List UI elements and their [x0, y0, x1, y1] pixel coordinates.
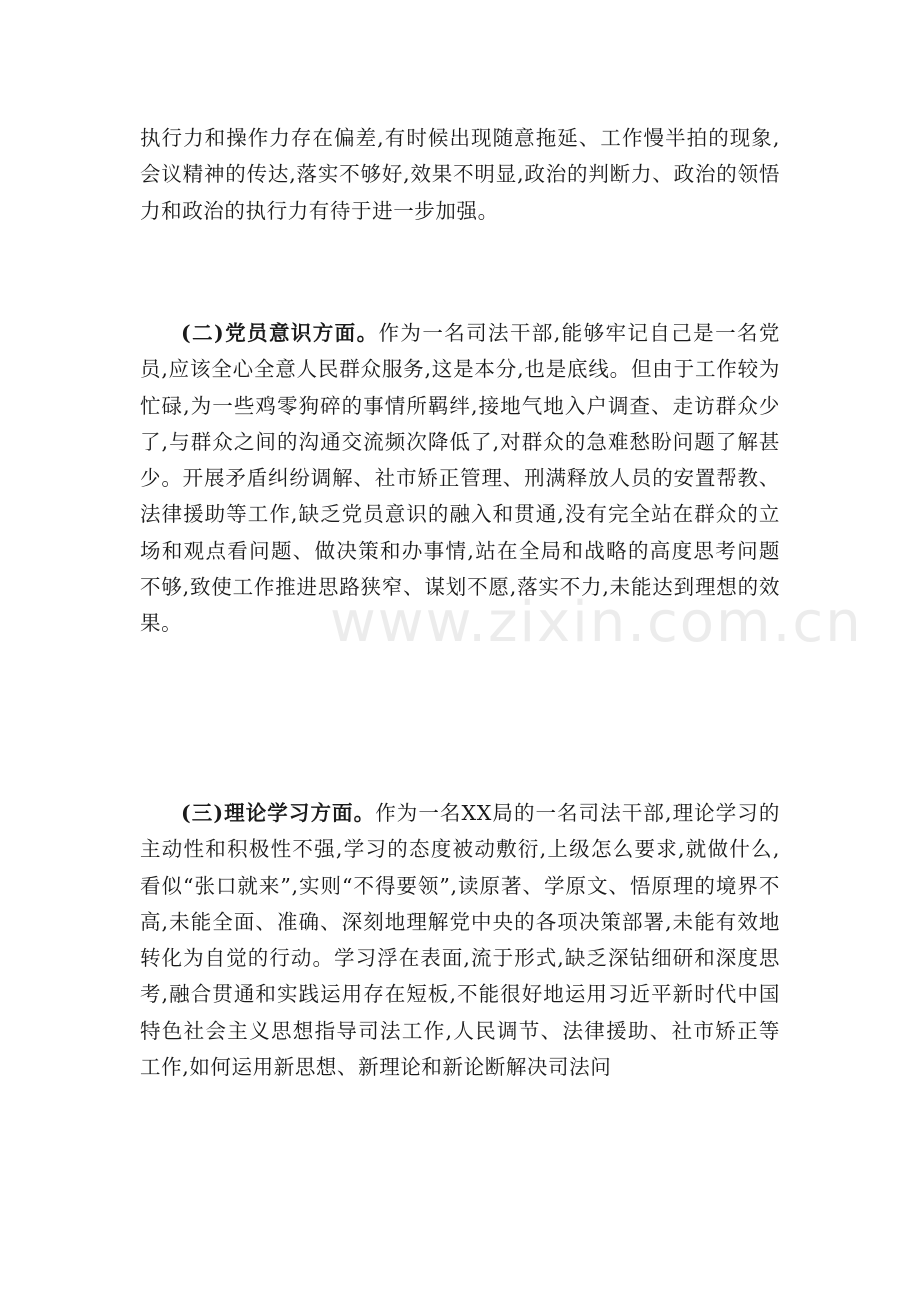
paragraph-2-heading: (二)党员意识方面。 — [181, 321, 379, 345]
paragraph-party-awareness — [140, 315, 780, 642]
paragraph-2 — [140, 315, 780, 642]
paragraph-theory-study — [140, 795, 780, 1085]
paragraph-3 — [140, 795, 780, 1085]
site-watermark: www.zixin.com.cn — [330, 590, 863, 655]
paragraph-2-text: 作为一名司法干部,能够牢记自己是一名党员,应该全心全意人民群众服务,这是本分,也是底线。但由于工作较为忙碌,为一些鸡零狗碎的事情所羁绊,接地气地入户调查、走访群众少了,与群众之间的沟通交流频次降低了,对群众的急难愁盼问题了解甚少。开展矛盾纠纷调解、社市矫正管理、刑满释放人员的安置帮教、法律援助等工作,缺乏党员意识的融入和贯通,没有完全站在群众的立场和观点看问题、做决策和办事情,站在全局和战略的高度思考问题不够,致使工作推进思路狭窄、谋划不愿,落实不力,未能达到理想的效果。 — [140, 321, 780, 636]
paragraph-continuation — [140, 120, 780, 229]
paragraph-3-text: 作为一名XX局的一名司法干部,理论学习的主动性和积极性不强,学习的态度被动敷衍,上级怎么要求,就做什么,看似“张口就来”,实则“不得要领”,读原著、学原文、悟原理的境界不高,未能全面、准确、深刻地理解党中央的各项决策部署,未能有效地转化为自觉的行动。学习浮在表面,流于形式,缺乏深钻细研和深度思考,融合贯通和实践运用存在短板,不能很好地运用习近平新时代中国特色社会主义思想指导司法工作,人民调节、法律援助、社市矫正等工作,如何运用新思想、新理论和新论断解决司法问 — [140, 801, 780, 1080]
paragraph-3-heading: (三)理论学习方面。 — [181, 801, 376, 825]
paragraph-1-text: 执行力和操作力存在偏差,有时候出现随意拖延、工作慢半拍的现象,会议精神的传达,落实不够好,效果不明显,政治的判断力、政治的领悟力和政治的执行力有待于进一步加强。 — [140, 126, 780, 223]
